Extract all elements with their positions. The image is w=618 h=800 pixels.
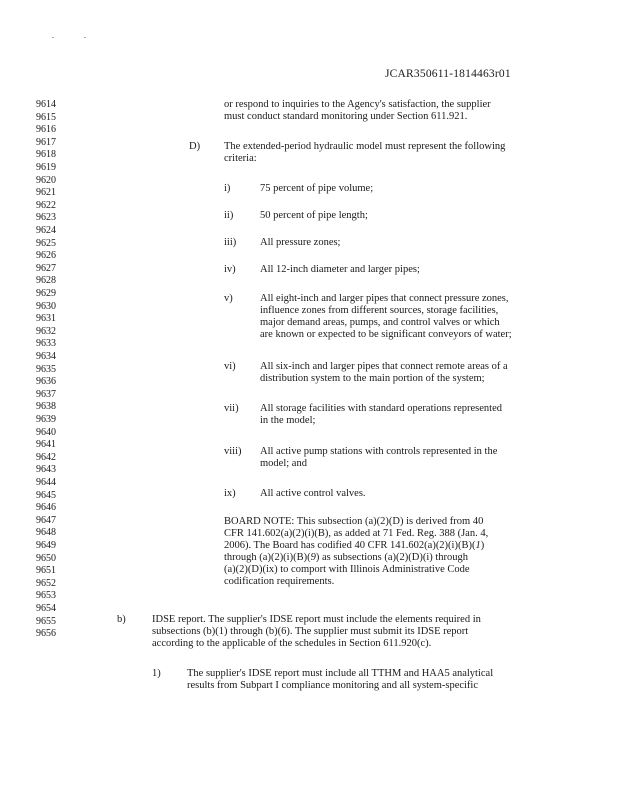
line-number: 9617 [36,136,56,148]
line-number: 9627 [36,262,56,274]
board-note-line: CFR 141.602(a)(2)(i)(B), as added at 71 Fed. Reg. 388 (Jan. 4, [224,528,489,539]
line-number: 9645 [36,489,56,501]
subsection-text: results from Subpart I compliance monitoring and all system-specific [187,680,479,691]
line-number: 9638 [36,401,56,413]
criterion-marker: v) [224,293,233,304]
criterion-text: All storage facilities with standard operations represented [260,403,503,414]
criterion-text: 50 percent of pipe length; [260,210,368,221]
section-marker: b) [117,614,126,625]
section-text: according to the applicable of the schedules in Section 611.920(c). [152,638,432,649]
criterion-text: 75 percent of pipe volume; [260,183,374,194]
continued-text: must conduct standard monitoring under Section 611.921. [224,111,468,122]
line-number: 9647 [36,514,56,526]
board-note-line: codification requirements. [224,576,335,587]
criterion-text: All active control valves. [260,488,366,499]
criterion-marker: i) [224,183,231,194]
line-number: 9623 [36,212,56,224]
line-number: 9616 [36,124,56,136]
line-number: 9654 [36,603,56,614]
line-number: 9640 [36,426,56,438]
line-number: 9614 [36,99,56,110]
criterion-text: distribution system to the main portion of the system; [260,373,485,384]
criterion-text: are known or expected to be significant conveyors of water; [260,329,512,340]
criterion-marker: vi) [224,361,236,372]
line-number: 9632 [36,325,56,337]
board-note-line: 2006). The Board has codified 40 CFR 141.602(a)(2)(i)(B)(1) [224,540,485,551]
item-text: The extended-period hydraulic model must represent the following [224,141,506,152]
criterion-text: All eight-inch and larger pipes that connect pressure zones, [260,293,509,304]
line-number: 9643 [36,464,56,476]
line-number: 9630 [36,300,56,312]
line-number: 9620 [36,174,56,186]
document-id: JCAR350611-1814463r01 [385,68,511,80]
line-number: 9651 [36,565,56,577]
criterion-text: All 12-inch diameter and larger pipes; [260,264,420,275]
line-number: 9650 [36,552,56,564]
criterion-text: model; and [260,458,307,469]
section-text: IDSE report. The supplier's IDSE report must include the elements required in [152,614,481,625]
criterion-text: in the model; [260,415,316,426]
criterion-marker: iii) [224,237,237,248]
section-heading: IDSE report. [152,614,206,625]
criterion-marker: ii) [224,210,234,221]
line-number: 9648 [36,527,56,539]
line-number: 9619 [36,162,56,173]
line-number: 9642 [36,451,56,463]
continued-text: or respond to inquiries to the Agency's satisfaction, the supplier [224,99,491,110]
section-text: subsections (b)(1) through (b)(6). The supplier must submit its IDSE report [152,626,469,637]
line-number: 9629 [36,288,56,299]
criterion-text: influence zones from different sources, storage facilities, [260,305,499,316]
line-number: 9655 [36,615,56,627]
line-number: 9615 [36,111,56,123]
criterion-text: major demand areas, pumps, and control valves or which [260,317,500,328]
line-number: 9618 [36,149,56,161]
line-number: 9626 [36,250,56,262]
line-number: 9634 [36,351,56,362]
scan-speck [84,37,86,38]
line-number: 9652 [36,577,56,589]
criterion-text: All pressure zones; [260,237,341,248]
line-number: 9641 [36,439,56,451]
line-number: 9628 [36,275,56,287]
line-number: 9646 [36,502,56,514]
line-number: 9621 [36,187,56,199]
line-number: 9656 [36,628,56,640]
line-number: 9644 [36,477,56,488]
line-number: 9631 [36,313,56,325]
line-number: 9649 [36,540,56,551]
criterion-marker: iv) [224,264,236,275]
line-number: 9633 [36,338,56,350]
subsection-marker: 1) [152,668,161,679]
line-number: 9625 [36,237,56,249]
line-number: 9636 [36,376,56,388]
line-number: 9653 [36,590,56,602]
line-number: 9624 [36,225,56,236]
scan-speck [52,37,54,38]
board-note-line: through (a)(2)(i)(B)(9) as subsections (a)(2)(D)(i) through [224,552,469,563]
criterion-text: All six-inch and larger pipes that connect remote areas of a [260,361,508,372]
board-note-line: BOARD NOTE: This subsection (a)(2)(D) is derived from 40 [224,516,484,527]
board-note-line: (a)(2)(D)(ix) to comport with Illinois Administrative Code [224,564,470,575]
line-number: 9635 [36,363,56,375]
item-marker: D) [189,141,201,152]
item-text: criteria: [224,153,257,164]
line-number: 9622 [36,199,56,211]
criterion-marker: ix) [224,488,236,499]
line-number: 9637 [36,388,56,400]
line-number: 9639 [36,414,56,425]
criterion-text: All active pump stations with controls represented in the [260,446,498,457]
criterion-marker: vii) [224,403,239,414]
subsection-text: The supplier's IDSE report must include all TTHM and HAA5 analytical [187,668,494,679]
criterion-marker: viii) [224,446,242,457]
